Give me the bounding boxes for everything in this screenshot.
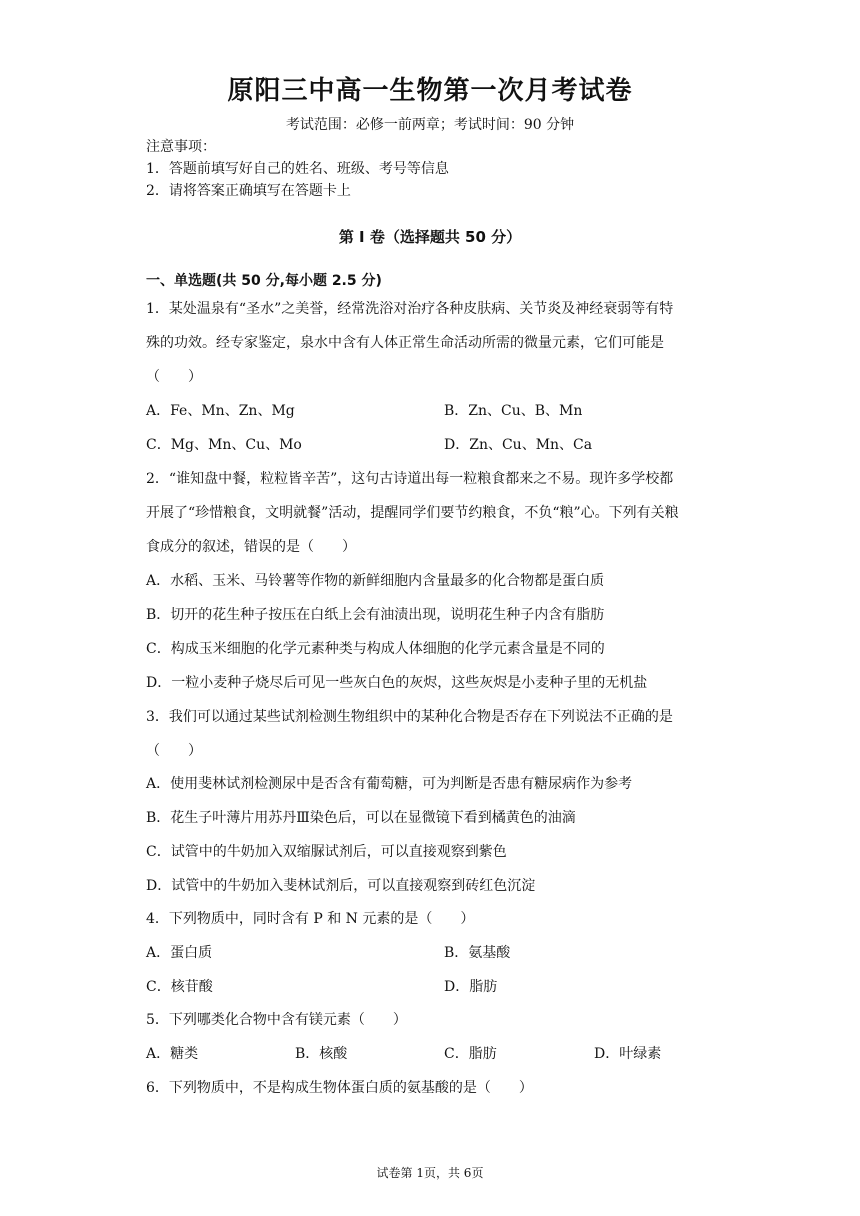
question-1-option-b[interactable]: B．Zn、Cu、B、Mn	[444, 403, 583, 419]
question-5-line: 5．下列哪类化合物中含有镁元素（ ）	[146, 1012, 407, 1028]
exam-subtitle: 考试范围：必修一前两章；考试时间：90 分钟	[285, 117, 575, 133]
question-4-option-d[interactable]: D．脂肪	[444, 979, 498, 995]
question-6-line: 6．下列物质中，不是构成生物体蛋白质的氨基酸的是（ ）	[146, 1080, 533, 1096]
question-4-option-c[interactable]: C．核苷酸	[146, 979, 213, 995]
question-3-option-d[interactable]: D．试管中的牛奶加入斐林试剂后，可以直接观察到砖红色沉淀	[146, 878, 536, 894]
question-2-option-c[interactable]: C．构成玉米细胞的化学元素种类与构成人体细胞的化学元素含量是不同的	[146, 641, 605, 657]
question-3-option-a[interactable]: A．使用斐林试剂检测尿中是否含有葡萄糖，可为判断是否患有糖尿病作为参考	[146, 776, 633, 792]
question-5-option-d[interactable]: D．叶绿素	[594, 1046, 662, 1062]
question-3-line: （ ）	[146, 743, 202, 759]
question-5-option-c[interactable]: C．脂肪	[444, 1046, 497, 1062]
question-5-option-b[interactable]: B．核酸	[295, 1046, 348, 1062]
page-footer: 试卷第 1页，共 6页	[376, 1166, 484, 1180]
question-3-option-c[interactable]: C．试管中的牛奶加入双缩脲试剂后，可以直接观察到紫色	[146, 844, 507, 860]
question-1-line: 殊的功效。经专家鉴定，泉水中含有人体正常生命活动所需的微量元素，它们可能是	[146, 335, 664, 351]
question-2-line: 2．“谁知盘中餐，粒粒皆辛苦”，这句古诗道出每一粒粮食都来之不易。现许多学校都	[146, 471, 674, 487]
question-4-option-a[interactable]: A．蛋白质	[146, 945, 213, 961]
note-item: 1．答题前填写好自己的姓名、班级、考号等信息	[146, 161, 449, 177]
question-3-option-b[interactable]: B．花生子叶薄片用苏丹Ⅲ染色后，可以在显微镜下看到橘黄色的油滴	[146, 810, 576, 826]
question-2-option-a[interactable]: A．水稻、玉米、马铃薯等作物的新鲜细胞内含量最多的化合物都是蛋白质	[146, 573, 605, 589]
question-1-option-c[interactable]: C．Mg、Mn、Cu、Mo	[146, 437, 302, 453]
question-3-line: 3．我们可以通过某些试剂检测生物组织中的某种化合物是否存在下列说法不正确的是	[146, 709, 673, 725]
question-1-option-d[interactable]: D．Zn、Cu、Mn、Ca	[444, 437, 593, 453]
question-1-line: 1．某处温泉有“圣水”之美誉，经常洗浴对治疗各种皮肤病、关节炎及神经衰弱等有特	[146, 301, 674, 317]
question-2-line: 开展了“珍惜粮食，文明就餐”活动，提醒同学们要节约粮食，不负“粮”心。下列有关粮	[146, 505, 679, 521]
question-1-option-a[interactable]: A．Fe、Mn、Zn、Mg	[146, 403, 295, 419]
question-5-option-a[interactable]: A．糖类	[146, 1046, 199, 1062]
question-2-option-b[interactable]: B．切开的花生种子按压在白纸上会有油渍出现，说明花生种子内含有脂肪	[146, 607, 605, 623]
question-2-line: 食成分的叙述，错误的是（ ）	[146, 539, 356, 555]
question-4-line: 4．下列物质中，同时含有 P 和 N 元素的是（ ）	[146, 911, 475, 927]
part-title: 一、单选题(共 50 分,每小题 2.5 分)	[146, 273, 382, 289]
exam-title: 原阳三中高一生物第一次月考试卷	[227, 76, 633, 106]
notes-heading: 注意事项：	[146, 139, 216, 155]
section-title: 第 I 卷（选择题共 50 分）	[338, 228, 522, 246]
question-2-option-d[interactable]: D．一粒小麦种子烧尽后可见一些灰白色的灰烬，这些灰烬是小麦种子里的无机盐	[146, 675, 648, 691]
question-4-option-b[interactable]: B．氨基酸	[444, 945, 511, 961]
question-1-line: （ ）	[146, 369, 202, 385]
note-item: 2．请将答案正确填写在答题卡上	[146, 183, 351, 199]
